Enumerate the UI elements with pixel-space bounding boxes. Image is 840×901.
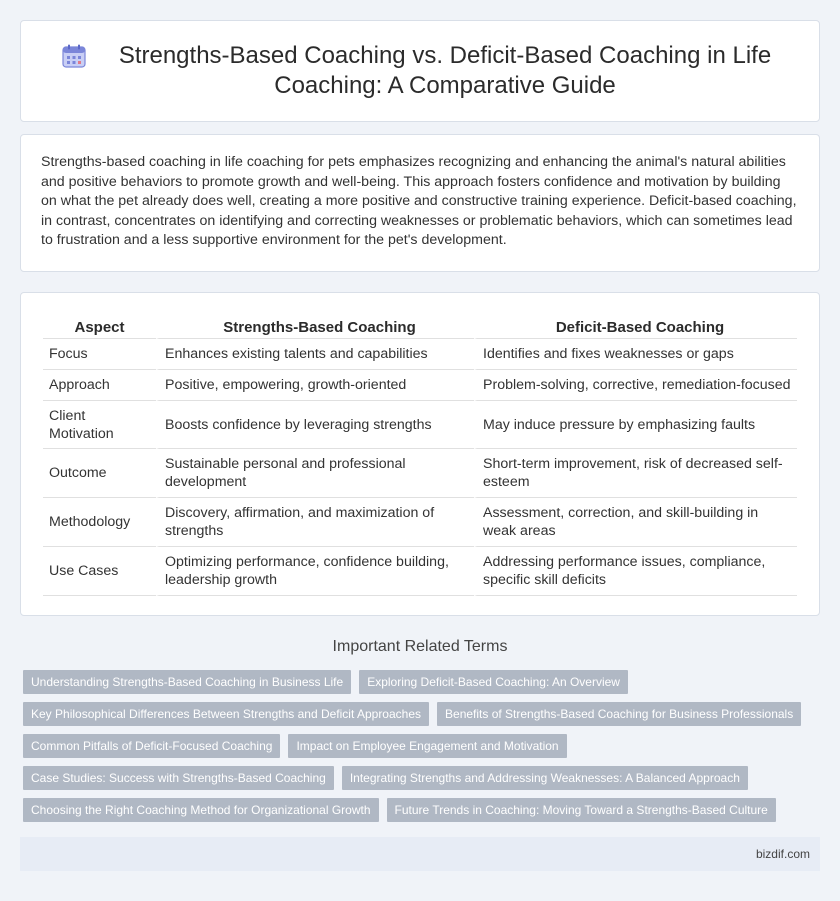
related-term-tag[interactable]: Exploring Deficit-Based Coaching: An Overview bbox=[359, 670, 628, 694]
related-term-tag[interactable]: Key Philosophical Differences Between Strengths and Deficit Approaches bbox=[23, 702, 429, 726]
cell-deficit: May induce pressure by emphasizing faults bbox=[474, 401, 797, 449]
table-row bbox=[43, 498, 797, 547]
footer bbox=[20, 837, 820, 871]
related-term-tag[interactable]: Case Studies: Success with Strengths-Based Coaching bbox=[23, 766, 334, 790]
cell-deficit: Addressing performance issues, compliance, specific skill deficits bbox=[474, 547, 797, 596]
comparison-table bbox=[43, 313, 797, 596]
cell-strengths: Sustainable personal and professional development bbox=[156, 449, 474, 498]
cell-strengths: Positive, empowering, growth-oriented bbox=[156, 370, 474, 401]
cell-deficit: Short-term improvement, risk of decreased self-esteem bbox=[474, 449, 797, 498]
table-row bbox=[43, 370, 797, 401]
cell-deficit: Identifies and fixes weaknesses or gaps bbox=[474, 339, 797, 370]
header-strengths: Strengths-Based Coaching bbox=[156, 313, 474, 339]
footer-site-link[interactable]: bizdif.com bbox=[755, 847, 810, 861]
cell-strengths: Boosts confidence by leveraging strengths bbox=[156, 401, 474, 449]
cell-deficit: Assessment, correction, and skill-building in weak areas bbox=[474, 498, 797, 547]
cell-aspect: Outcome bbox=[43, 449, 156, 498]
cell-deficit: Problem-solving, corrective, remediation-focused bbox=[474, 370, 797, 401]
page-title: Strengths-Based Coaching vs. Deficit-Based Coaching in Life Coaching: A Comparative Guide bbox=[118, 42, 772, 99]
related-term-tag[interactable]: Understanding Strengths-Based Coaching in Business Life bbox=[23, 670, 351, 694]
cell-strengths: Discovery, affirmation, and maximization of strengths bbox=[156, 498, 474, 547]
table-row bbox=[43, 547, 797, 596]
cell-aspect: Approach bbox=[43, 370, 156, 401]
header-aspect: Aspect bbox=[43, 313, 156, 339]
related-term-tag[interactable]: Future Trends in Coaching: Moving Toward a Strengths-Based Culture bbox=[387, 798, 776, 822]
comparison-table-card bbox=[20, 292, 820, 616]
related-terms-list bbox=[23, 670, 823, 830]
related-term-tag[interactable]: Common Pitfalls of Deficit-Focused Coaching bbox=[23, 734, 280, 758]
header-deficit: Deficit-Based Coaching bbox=[474, 313, 797, 339]
cell-strengths: Optimizing performance, confidence building, leadership growth bbox=[156, 547, 474, 596]
table-row bbox=[43, 339, 797, 370]
cell-aspect: Client Motivation bbox=[43, 401, 156, 449]
intro-paragraph: Strengths-based coaching in life coaching for pets emphasizes recognizing and enhancing the animal's natural abilities and positive behaviors to promote growth and well-being. This approach fosters confidence and motivation by building on what the pet already does well, creating a more positive and constructive training experience. Deficit-based coaching, in contrast, concentrates on identifying and correcting weaknesses or problematic behaviors, which can sometimes lead to frustration and a less supportive environment for the pet's development. bbox=[41, 154, 797, 248]
intro-card bbox=[20, 134, 820, 272]
related-term-tag[interactable]: Impact on Employee Engagement and Motivation bbox=[288, 734, 566, 758]
related-terms-heading: Important Related Terms bbox=[332, 638, 508, 655]
table-header-row bbox=[43, 313, 797, 339]
table-row bbox=[43, 449, 797, 498]
cell-aspect: Use Cases bbox=[43, 547, 156, 596]
table-row bbox=[43, 401, 797, 449]
cell-aspect: Focus bbox=[43, 339, 156, 370]
related-term-tag[interactable]: Benefits of Strengths-Based Coaching for Business Professionals bbox=[437, 702, 801, 726]
cell-strengths: Enhances existing talents and capabilities bbox=[156, 339, 474, 370]
calendar-icon bbox=[61, 43, 87, 69]
cell-aspect: Methodology bbox=[43, 498, 156, 547]
related-term-tag[interactable]: Integrating Strengths and Addressing Weaknesses: A Balanced Approach bbox=[342, 766, 748, 790]
header-card bbox=[20, 20, 820, 122]
related-term-tag[interactable]: Choosing the Right Coaching Method for Organizational Growth bbox=[23, 798, 379, 822]
